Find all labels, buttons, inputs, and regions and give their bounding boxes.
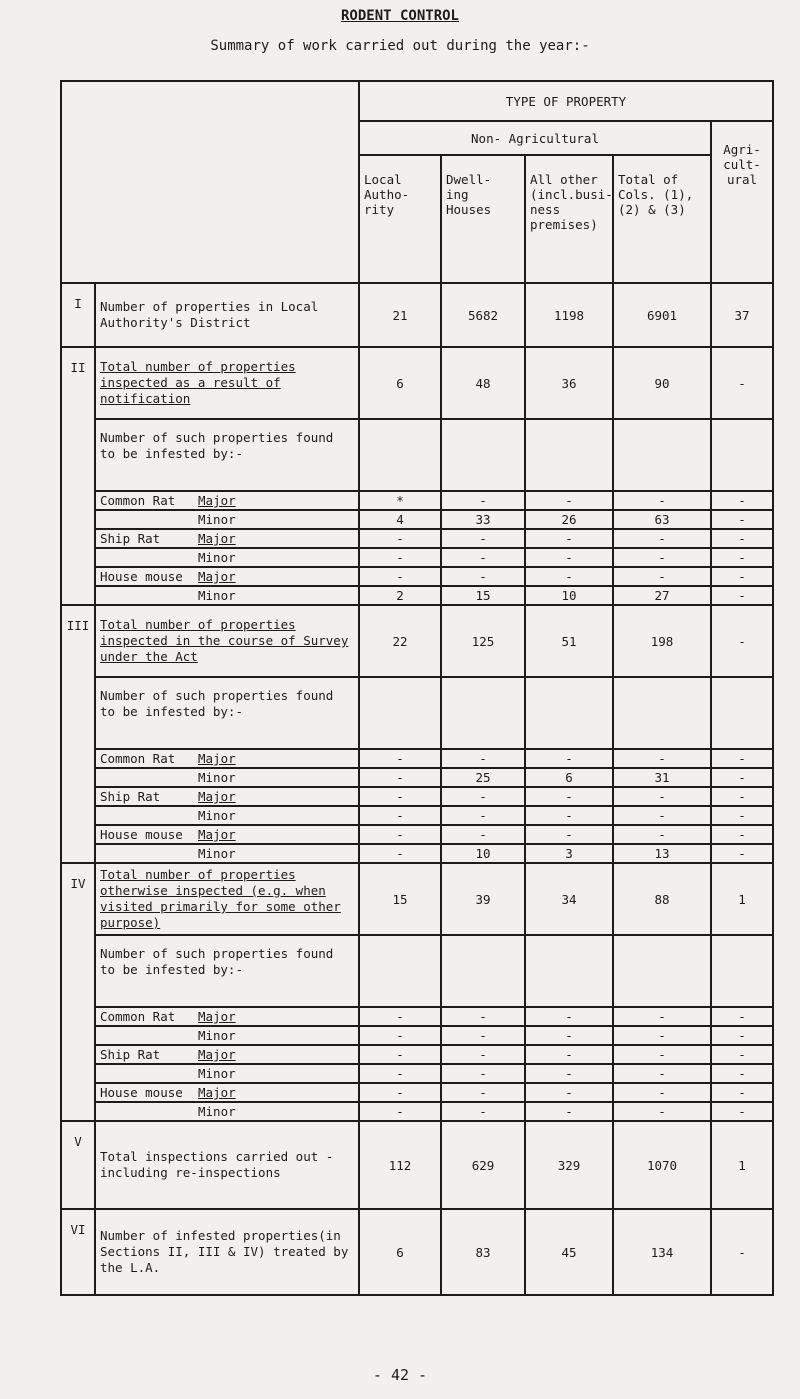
section_II-common-rat-major-col-2: -	[441, 491, 525, 510]
section_III-common-rat-minor-col-1: -	[359, 768, 441, 787]
section_II-common-rat-major-col-1: *	[359, 491, 441, 510]
section_III-infested-blank	[711, 677, 773, 749]
section_III-house-mouse-major-col-2: -	[441, 825, 525, 844]
minor-label: Minor	[198, 1066, 236, 1081]
section-number: I	[61, 283, 95, 347]
section_II-ship-rat-minor-col-1: -	[359, 548, 441, 567]
common-rat-minor-row	[95, 768, 359, 787]
section-total-label: Total number of properties inspected in the course of Survey under the Act	[95, 605, 359, 677]
page-subtitle: Summary of work carried out during the year:-	[210, 38, 590, 54]
header-type-of-property: TYPE OF PROPERTY	[359, 81, 773, 121]
section_II-ship-rat-major-col-5: -	[711, 529, 773, 548]
section_IV-total-col-2: 39	[441, 863, 525, 935]
section_II-house-mouse-major-col-2: -	[441, 567, 525, 586]
major-label: Major	[198, 751, 236, 766]
minor-label: Minor	[198, 1028, 236, 1043]
section_III-total-col-1: 22	[359, 605, 441, 677]
section_I-value-col-5: 37	[711, 283, 773, 347]
section_V-value-col-5: 1	[711, 1121, 773, 1209]
section_II-common-rat-minor-col-2: 33	[441, 510, 525, 529]
section-number: VI	[61, 1209, 95, 1295]
rodent-name: Common Rat	[100, 1008, 176, 1024]
common-rat-major-row	[95, 749, 359, 768]
section_IV-ship-rat-major-col-4: -	[613, 1045, 711, 1064]
section_II-house-mouse-major-col-5: -	[711, 567, 773, 586]
section-label: Number of infested properties(in Sections II, III & IV) treated by the L.A.	[95, 1209, 359, 1295]
rodent-name: Ship Rat	[100, 788, 161, 804]
section_I-value-col-3: 1198	[525, 283, 613, 347]
section_II-ship-rat-major-col-4: -	[613, 529, 711, 548]
major-label: Major	[198, 1085, 236, 1100]
section_III-ship-rat-major-col-1: -	[359, 787, 441, 806]
house-mouse-major-row	[95, 567, 359, 586]
section_II-house-mouse-minor-col-3: 10	[525, 586, 613, 605]
minor-label: Minor	[198, 588, 236, 603]
section_IV-infested-blank	[711, 935, 773, 1007]
section_IV-ship-rat-minor-col-2: -	[441, 1064, 525, 1083]
section_IV-ship-rat-major-col-2: -	[441, 1045, 525, 1064]
section_III-house-mouse-major-col-3: -	[525, 825, 613, 844]
section_IV-common-rat-minor-col-1: -	[359, 1026, 441, 1045]
section_II-infested-blank	[525, 419, 613, 491]
section_IV-infested-blank	[613, 935, 711, 1007]
section_IV-common-rat-minor-col-5: -	[711, 1026, 773, 1045]
section_III-house-mouse-minor-col-2: 10	[441, 844, 525, 863]
section_IV-common-rat-minor-col-3: -	[525, 1026, 613, 1045]
section_II-infested-blank	[359, 419, 441, 491]
section_IV-ship-rat-minor-col-4: -	[613, 1064, 711, 1083]
minor-label: Minor	[198, 808, 236, 823]
minor-label: Minor	[198, 1104, 236, 1119]
section_II-common-rat-minor-col-4: 63	[613, 510, 711, 529]
rodent-name: Ship Rat	[100, 530, 161, 546]
section_IV-common-rat-minor-col-4: -	[613, 1026, 711, 1045]
section_III-ship-rat-minor-col-5: -	[711, 806, 773, 825]
section_III-ship-rat-major-col-3: -	[525, 787, 613, 806]
house-mouse-major-row	[95, 1083, 359, 1102]
section_III-common-rat-minor-col-5: -	[711, 768, 773, 787]
section_II-ship-rat-minor-col-3: -	[525, 548, 613, 567]
section_II-total-col-1: 6	[359, 347, 441, 419]
page-title: RODENT CONTROL	[340, 8, 459, 24]
section_II-infested-blank	[441, 419, 525, 491]
header-total: Total of Cols. (1),(2) & (3)	[613, 155, 711, 283]
ship-rat-minor-row	[95, 806, 359, 825]
section_IV-common-rat-minor-col-2: -	[441, 1026, 525, 1045]
section_II-common-rat-minor-col-5: -	[711, 510, 773, 529]
section_IV-total-col-4: 88	[613, 863, 711, 935]
section_III-common-rat-minor-col-2: 25	[441, 768, 525, 787]
header-blank-cell	[61, 81, 359, 283]
section_IV-common-rat-major-col-3: -	[525, 1007, 613, 1026]
section_IV-infested-blank	[525, 935, 613, 1007]
section_II-common-rat-major-col-4: -	[613, 491, 711, 510]
section_II-total-col-5: -	[711, 347, 773, 419]
section_VI-value-col-1: 6	[359, 1209, 441, 1295]
section_II-house-mouse-minor-col-4: 27	[613, 586, 711, 605]
minor-label: Minor	[198, 770, 236, 785]
section_IV-common-rat-major-col-1: -	[359, 1007, 441, 1026]
section_IV-total-col-1: 15	[359, 863, 441, 935]
section_III-house-mouse-minor-col-4: 13	[613, 844, 711, 863]
section_IV-ship-rat-minor-col-1: -	[359, 1064, 441, 1083]
section-label: Total inspections carried out - including re-inspections	[95, 1121, 359, 1209]
section-total-label: Total number of properties otherwise inspected (e.g. when visited primarily for some other purpose)	[95, 863, 359, 935]
section_V-value-col-1: 112	[359, 1121, 441, 1209]
section_III-total-col-4: 198	[613, 605, 711, 677]
section_IV-total-col-5: 1	[711, 863, 773, 935]
ship-rat-major-row	[95, 787, 359, 806]
rodent-name: House mouse	[100, 1084, 183, 1100]
section_VI-value-col-3: 45	[525, 1209, 613, 1295]
section_III-ship-rat-minor-col-1: -	[359, 806, 441, 825]
section_VI-value-col-2: 83	[441, 1209, 525, 1295]
section-number: V	[61, 1121, 95, 1209]
section_II-ship-rat-major-col-2: -	[441, 529, 525, 548]
section_IV-house-mouse-minor-col-2: -	[441, 1102, 525, 1121]
section_III-common-rat-major-col-3: -	[525, 749, 613, 768]
section_II-infested-blank	[613, 419, 711, 491]
section_II-house-mouse-major-col-3: -	[525, 567, 613, 586]
section_III-ship-rat-major-col-2: -	[441, 787, 525, 806]
section_IV-house-mouse-major-col-3: -	[525, 1083, 613, 1102]
section_IV-ship-rat-minor-col-3: -	[525, 1064, 613, 1083]
section_IV-ship-rat-major-col-1: -	[359, 1045, 441, 1064]
section_IV-infested-blank	[441, 935, 525, 1007]
infested-label: Number of such properties found to be infested by:-	[95, 935, 359, 1007]
section_III-infested-blank	[613, 677, 711, 749]
section_II-total-col-2: 48	[441, 347, 525, 419]
section_III-ship-rat-major-col-4: -	[613, 787, 711, 806]
rodent-control-table	[60, 80, 774, 1296]
section_III-ship-rat-minor-col-2: -	[441, 806, 525, 825]
section_II-total-col-4: 90	[613, 347, 711, 419]
section_III-house-mouse-minor-col-5: -	[711, 844, 773, 863]
minor-label: Minor	[198, 550, 236, 565]
major-label: Major	[198, 493, 236, 508]
section_III-common-rat-minor-col-3: 6	[525, 768, 613, 787]
section_III-house-mouse-major-col-1: -	[359, 825, 441, 844]
common-rat-major-row	[95, 491, 359, 510]
section_IV-total-col-3: 34	[525, 863, 613, 935]
house-mouse-minor-row	[95, 1102, 359, 1121]
section_IV-house-mouse-major-col-5: -	[711, 1083, 773, 1102]
section-total-label: Total number of properties inspected as a result of notification	[95, 347, 359, 419]
section_V-value-col-4: 1070	[613, 1121, 711, 1209]
header-non-agricultural: Non- Agricultural	[359, 121, 711, 155]
section_III-total-col-3: 51	[525, 605, 613, 677]
section_II-common-rat-major-col-5: -	[711, 491, 773, 510]
rodent-name: Ship Rat	[100, 1046, 161, 1062]
section_II-house-mouse-minor-col-5: -	[711, 586, 773, 605]
section_IV-ship-rat-minor-col-5: -	[711, 1064, 773, 1083]
section_IV-ship-rat-major-col-5: -	[711, 1045, 773, 1064]
rodent-name: Common Rat	[100, 750, 176, 766]
section_III-house-mouse-minor-col-3: 3	[525, 844, 613, 863]
house-mouse-major-row	[95, 825, 359, 844]
ship-rat-minor-row	[95, 1064, 359, 1083]
section_VI-value-col-4: 134	[613, 1209, 711, 1295]
section_IV-house-mouse-major-col-4: -	[613, 1083, 711, 1102]
section_III-common-rat-major-col-1: -	[359, 749, 441, 768]
section_II-house-mouse-minor-col-2: 15	[441, 586, 525, 605]
section_I-value-col-2: 5682	[441, 283, 525, 347]
major-label: Major	[198, 531, 236, 546]
section_VI-value-col-5: -	[711, 1209, 773, 1295]
section_II-house-mouse-major-col-4: -	[613, 567, 711, 586]
section_II-ship-rat-minor-col-5: -	[711, 548, 773, 567]
section_IV-house-mouse-minor-col-1: -	[359, 1102, 441, 1121]
section_IV-ship-rat-major-col-3: -	[525, 1045, 613, 1064]
rodent-name: House mouse	[100, 568, 183, 584]
section-label: Number of properties in Local Authority's District	[95, 283, 359, 347]
page-number: - 42 -	[372, 1366, 428, 1384]
section_III-total-col-2: 125	[441, 605, 525, 677]
section_II-house-mouse-major-col-1: -	[359, 567, 441, 586]
section_IV-house-mouse-minor-col-3: -	[525, 1102, 613, 1121]
section-number: IV	[61, 863, 95, 1121]
section_IV-common-rat-major-col-2: -	[441, 1007, 525, 1026]
section_II-ship-rat-major-col-1: -	[359, 529, 441, 548]
section_III-total-col-5: -	[711, 605, 773, 677]
major-label: Major	[198, 789, 236, 804]
section_V-value-col-3: 329	[525, 1121, 613, 1209]
section_II-infested-blank	[711, 419, 773, 491]
section_II-ship-rat-minor-col-2: -	[441, 548, 525, 567]
section-number: II	[61, 347, 95, 605]
section_III-ship-rat-minor-col-4: -	[613, 806, 711, 825]
section_IV-common-rat-major-col-5: -	[711, 1007, 773, 1026]
section_IV-house-mouse-minor-col-4: -	[613, 1102, 711, 1121]
section_III-infested-blank	[359, 677, 441, 749]
section_III-common-rat-major-col-2: -	[441, 749, 525, 768]
section_III-common-rat-major-col-5: -	[711, 749, 773, 768]
section_II-ship-rat-major-col-3: -	[525, 529, 613, 548]
major-label: Major	[198, 827, 236, 842]
section_IV-house-mouse-major-col-2: -	[441, 1083, 525, 1102]
infested-label: Number of such properties found to be infested by:-	[95, 677, 359, 749]
section_IV-house-mouse-minor-col-5: -	[711, 1102, 773, 1121]
infested-label: Number of such properties found to be infested by:-	[95, 419, 359, 491]
house-mouse-minor-row	[95, 844, 359, 863]
major-label: Major	[198, 569, 236, 584]
section_III-infested-blank	[441, 677, 525, 749]
common-rat-minor-row	[95, 510, 359, 529]
ship-rat-major-row	[95, 1045, 359, 1064]
common-rat-major-row	[95, 1007, 359, 1026]
header-local-authority: Local Autho- rity	[359, 155, 441, 283]
header-agricultural: Agri- cult- ural	[711, 121, 773, 283]
section_II-common-rat-major-col-3: -	[525, 491, 613, 510]
section_I-value-col-1: 21	[359, 283, 441, 347]
section_II-common-rat-minor-col-3: 26	[525, 510, 613, 529]
section_III-house-mouse-major-col-4: -	[613, 825, 711, 844]
rodent-name: Common Rat	[100, 492, 176, 508]
section_IV-house-mouse-major-col-1: -	[359, 1083, 441, 1102]
section_II-house-mouse-minor-col-1: 2	[359, 586, 441, 605]
section_II-total-col-3: 36	[525, 347, 613, 419]
header-dwelling-houses: Dwell- ing Houses	[441, 155, 525, 283]
major-label: Major	[198, 1009, 236, 1024]
house-mouse-minor-row	[95, 586, 359, 605]
section_III-common-rat-minor-col-4: 31	[613, 768, 711, 787]
section-number: III	[61, 605, 95, 863]
minor-label: Minor	[198, 846, 236, 861]
section_III-common-rat-major-col-4: -	[613, 749, 711, 768]
ship-rat-minor-row	[95, 548, 359, 567]
section_III-house-mouse-major-col-5: -	[711, 825, 773, 844]
section_I-value-col-4: 6901	[613, 283, 711, 347]
section_III-ship-rat-minor-col-3: -	[525, 806, 613, 825]
common-rat-minor-row	[95, 1026, 359, 1045]
section_II-common-rat-minor-col-1: 4	[359, 510, 441, 529]
header-all-other: All other (incl.busi- ness premises)	[525, 155, 613, 283]
ship-rat-major-row	[95, 529, 359, 548]
section_IV-common-rat-major-col-4: -	[613, 1007, 711, 1026]
section_III-house-mouse-minor-col-1: -	[359, 844, 441, 863]
section_IV-infested-blank	[359, 935, 441, 1007]
minor-label: Minor	[198, 512, 236, 527]
section_III-infested-blank	[525, 677, 613, 749]
rodent-name: House mouse	[100, 826, 183, 842]
section_V-value-col-2: 629	[441, 1121, 525, 1209]
section_III-ship-rat-major-col-5: -	[711, 787, 773, 806]
major-label: Major	[198, 1047, 236, 1062]
section_II-ship-rat-minor-col-4: -	[613, 548, 711, 567]
